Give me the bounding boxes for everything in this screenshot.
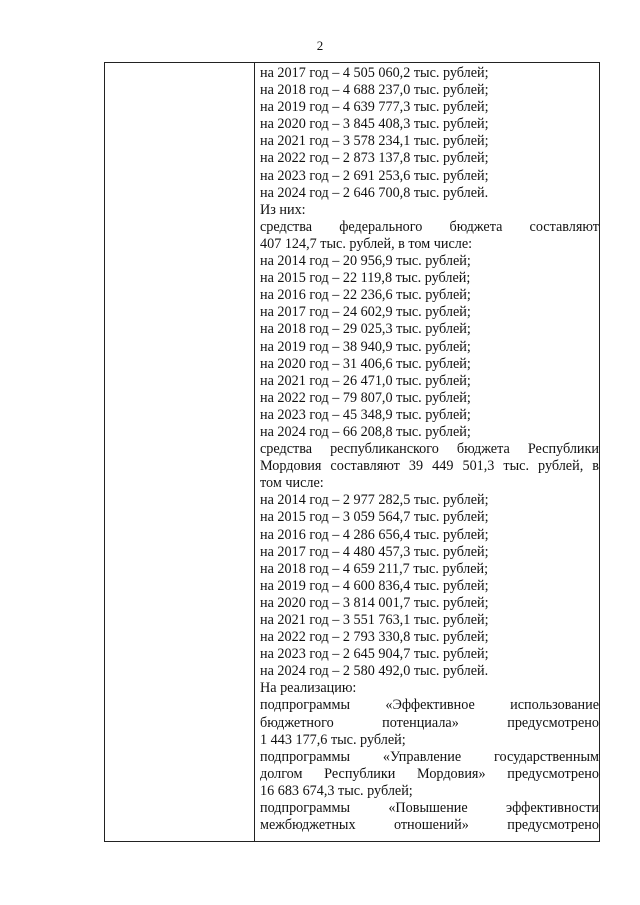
text-line: на 2020 год – 3 814 001,7 тыс. рублей; <box>260 594 489 611</box>
text-line: на 2021 год – 3 551 763,1 тыс. рублей; <box>260 612 489 628</box>
text-line: на 2018 год – 29 025,3 тыс. рублей; <box>260 321 471 338</box>
text-line: бюджетного потенциала» предусмотрено <box>260 714 599 731</box>
text-line: Мордовия составляют 39 449 501,3 тыс. рублей, в <box>260 458 599 475</box>
table-right-column <box>260 65 599 843</box>
text-line: подпрограммы «Управление государственным <box>260 748 599 765</box>
text-line: на 2021 год – 3 578 234,1 тыс. рублей; <box>260 133 489 150</box>
text-line: на 2015 год – 22 119,8 тыс. рублей; <box>260 270 471 287</box>
text-line: на 2022 год – 79 807,0 тыс. рублей; <box>260 389 471 406</box>
text-line: на 2016 год – 4 286 656,4 тыс. рублей; <box>260 526 489 543</box>
text-line: на 2017 год – 24 602,9 тыс. рублей; <box>260 304 471 321</box>
text-line: на 2019 год – 38 940,9 тыс. рублей; <box>260 338 471 355</box>
text-line: на 2022 год – 2 873 137,8 тыс. рублей; <box>260 150 489 167</box>
text-line: на 2018 год – 4 688 237,0 тыс. рублей; <box>260 82 489 99</box>
text-line: средства федерального бюджета составляют <box>260 218 599 235</box>
text-line: на 2023 год – 2 691 253,6 тыс. рублей; <box>260 167 489 184</box>
text-line: межбюджетных отношений» предусмотрено <box>260 817 599 834</box>
text-line: долгом Республики Мордовия» предусмотрено <box>260 765 599 782</box>
text-line: на 2024 год – 2 646 700,8 тыс. рублей. <box>260 184 489 201</box>
text-line: на 2020 год – 3 845 408,3 тыс. рублей; <box>260 116 489 133</box>
text-line: на 2018 год – 4 659 211,7 тыс. рублей; <box>260 560 489 577</box>
program-passport-table <box>104 62 600 842</box>
text-line: на 2016 год – 22 236,6 тыс. рублей; <box>260 287 471 304</box>
text-line: 16 683 674,3 тыс. рублей; <box>260 782 413 799</box>
text-line: 407 124,7 тыс. рублей, в том числе: <box>260 235 473 252</box>
text-line: На реализацию: <box>260 680 357 697</box>
text-line: на 2017 год – 4 505 060,2 тыс. рублей; <box>260 65 489 81</box>
table-left-column <box>105 63 255 841</box>
text-line: средства республиканского бюджета Республики <box>260 441 599 458</box>
text-line: на 2024 год – 2 580 492,0 тыс. рублей. <box>260 663 489 680</box>
text-line: Из них: <box>260 201 306 218</box>
text-line: на 2022 год – 2 793 330,8 тыс. рублей; <box>260 629 489 646</box>
text-line: на 2015 год – 3 059 564,7 тыс. рублей; <box>260 509 489 526</box>
page-number: 2 <box>316 38 324 53</box>
text-line: на 2023 год – 2 645 904,7 тыс. рублей; <box>260 646 489 663</box>
text-line: на 2014 год – 20 956,9 тыс. рублей; <box>260 253 471 270</box>
text-line: на 2017 год – 4 480 457,3 тыс. рублей; <box>260 543 489 560</box>
text-line: подпрограммы «Повышение эффективности <box>260 800 599 817</box>
text-line: на 2020 год – 31 406,6 тыс. рублей; <box>260 355 471 372</box>
text-line: на 2021 год – 26 471,0 тыс. рублей; <box>260 372 471 389</box>
text-line: подпрограммы «Эффективное использование <box>260 697 599 714</box>
text-line: на 2024 год – 66 208,8 тыс. рублей; <box>260 423 471 440</box>
text-line: 1 443 177,6 тыс. рублей; <box>260 731 406 748</box>
text-line: на 2014 год – 2 977 282,5 тыс. рублей; <box>260 492 489 509</box>
text-line: на 2019 год – 4 639 777,3 тыс. рублей; <box>260 99 489 116</box>
text-line: на 2023 год – 45 348,9 тыс. рублей; <box>260 406 471 423</box>
text-line: на 2019 год – 4 600 836,4 тыс. рублей; <box>260 577 489 594</box>
text-line: том числе: <box>260 475 324 492</box>
